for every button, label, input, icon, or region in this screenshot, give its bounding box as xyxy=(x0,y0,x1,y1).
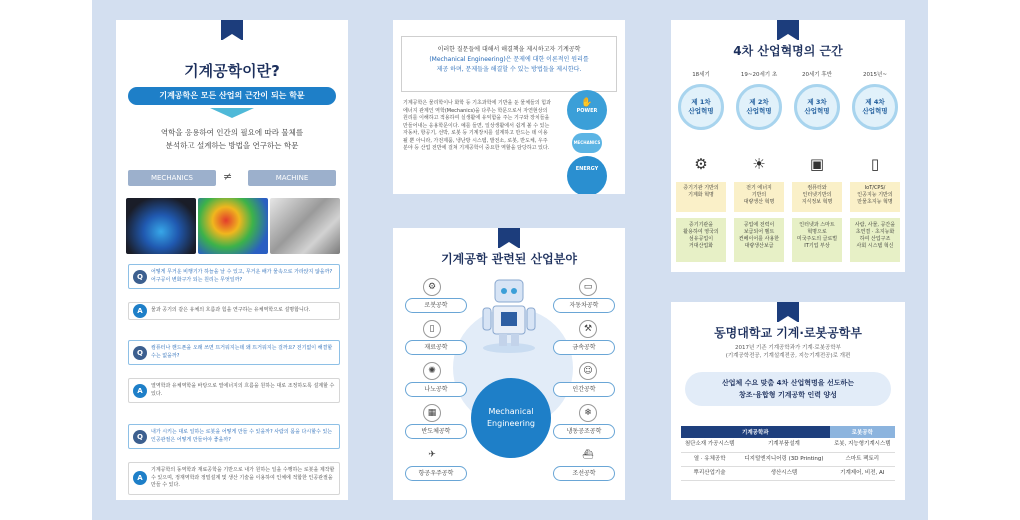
core-line: Mechanical xyxy=(488,407,534,416)
definition-text xyxy=(116,126,348,152)
rev-line: 제 2차 xyxy=(749,98,769,106)
table-cell: 첨단소재 가공시스템 xyxy=(681,438,738,452)
mechanics-orb: MECHANICS xyxy=(572,133,602,153)
table-row xyxy=(681,452,895,466)
answer-text: 열역학과 유체역학을 바탕으로 열에너지의 흐름을 원하는 대로 조정하도록 설계할 수 있다. xyxy=(151,383,335,397)
summary-line: 인공지능 기반의 xyxy=(857,192,893,198)
field-aerospace: 항공우주공학 xyxy=(405,466,467,481)
table-row xyxy=(681,466,895,480)
question-badge: Q xyxy=(133,270,147,284)
rev-line: 제 1차 xyxy=(691,98,711,106)
intro-line: 이러한 질문들에 대해서 해결책을 제시하고자 기계공학 xyxy=(437,46,581,53)
detail-line: 미국주도의 글로벌 xyxy=(796,236,838,242)
concept-orbs xyxy=(565,90,609,190)
answer-badge: A xyxy=(133,304,147,318)
table-cell: 뿌리산업기술 xyxy=(681,466,738,480)
rev-line: 제 4차 xyxy=(865,98,885,106)
subtitle-line: 2017년 기존 기계공학과가 기계·로봇공학부 xyxy=(735,345,841,351)
detail-line: 사회 시스템 혁신 xyxy=(856,243,894,249)
bookmark-ribbon-icon xyxy=(777,302,799,322)
field-metal: 금속공학 xyxy=(553,340,615,355)
computer-icon: ▣ xyxy=(809,155,825,173)
energy-label: ENERGY xyxy=(575,166,599,172)
gears-icon: ⚙ xyxy=(694,155,708,173)
definition-line: 분석하고 설계하는 방법을 연구하는 학문 xyxy=(165,141,299,150)
summary-line: 증기기관 기반의 xyxy=(683,185,719,191)
detail-line: 증기기관을 xyxy=(688,222,714,228)
summary-line: 지식정보 혁명 xyxy=(801,199,833,205)
summary-line: 만물초지능 혁명 xyxy=(857,199,893,205)
question-box xyxy=(128,340,340,365)
subtitle-line: (기계공학전공, 기계설계전공, 지능기계전공)로 개편 xyxy=(725,353,851,359)
era-label: 2015년~ xyxy=(863,72,887,78)
table-cell: 기계제어, 비전, AI xyxy=(830,466,895,480)
revolution-summary xyxy=(734,182,784,212)
airplane-icon: ✈ xyxy=(423,446,441,464)
revolution-badge xyxy=(794,84,840,130)
bookmark-ribbon-icon xyxy=(777,20,799,40)
revolution-summary xyxy=(792,182,842,212)
detail-line: 섬유공업이 xyxy=(688,236,714,242)
summary-line: 인터넷기반의 xyxy=(802,192,832,198)
nano-icon: ✺ xyxy=(423,362,441,380)
answer-box xyxy=(128,462,340,495)
revolution-summary xyxy=(850,182,900,212)
revolution-badge xyxy=(736,84,782,130)
bookmark-ribbon-icon xyxy=(221,20,243,40)
question-text: 컴퓨터나 핸드폰을 오래 쓰면 뜨거워지는데 왜 뜨거워지는 걸까요? 전기없이 해결할 수는 없을까? xyxy=(151,345,333,359)
detail-line: 보급되어 벨트 xyxy=(743,229,775,235)
detail-line: IT기업 부상 xyxy=(804,243,830,249)
table-row xyxy=(681,438,895,452)
table-cell: 기계부품설계 xyxy=(738,438,829,452)
robot-illustration xyxy=(479,274,539,354)
era-label: 18세기 xyxy=(692,72,710,78)
mission-highlight xyxy=(685,372,891,406)
field-semiconductor: 반도체공학 xyxy=(405,424,467,439)
field-materials: 재료공학 xyxy=(405,340,467,355)
mechanics-label: MECHANICS xyxy=(128,170,216,186)
table-cell: 열 · 유체공학 xyxy=(681,452,738,466)
stress-analysis-image xyxy=(198,198,268,254)
field-automotive: 자동차공학 xyxy=(553,298,615,313)
question-badge: Q xyxy=(133,346,147,360)
energy-orb xyxy=(567,156,607,194)
answer-box xyxy=(128,378,340,403)
summary-line: 기계화 혁명 xyxy=(688,192,714,198)
answer-text: 물과 공기의 같은 유체의 흐름과 힘을 연구하는 유체역학으로 설명합니다. xyxy=(151,307,311,313)
detail-line: 활용하여 영국의 xyxy=(683,229,719,235)
metal-icon: ⚒ xyxy=(579,320,597,338)
mech-eng-intro-panel xyxy=(393,20,625,194)
curriculum-table xyxy=(681,426,895,481)
rev-line: 산업혁명 xyxy=(688,107,714,115)
detail-line: 사람, 사물, 공간을 xyxy=(854,222,896,228)
field-refrigeration: 냉동공조공학 xyxy=(553,424,615,439)
panel-title: 4차 산업혁명의 근간 xyxy=(733,44,843,58)
answer-badge: A xyxy=(133,384,147,398)
panel-title: 기계공학이란? xyxy=(184,62,280,80)
revolution-detail xyxy=(850,218,900,262)
revolution-detail xyxy=(676,218,726,262)
era-label: 19~20세기 초 xyxy=(740,72,778,78)
rev-line: 산업혁명 xyxy=(862,107,888,115)
question-text: 내가 시키는 대로 일하는 로봇을 어떻게 만들 수 있을까? 사람의 몸을 다시할수 있는 인공관절은 어떻게 만들어야 좋을까? xyxy=(151,429,333,443)
question-box xyxy=(128,424,340,449)
ship-icon: ⛴ xyxy=(579,446,597,464)
human-icon: ☺ xyxy=(579,362,597,380)
rev-line: 제 3차 xyxy=(807,98,827,106)
detail-line: 초연결 · 초지능화 xyxy=(855,229,895,235)
revolution-summary xyxy=(676,182,726,212)
rev-line: 산업혁명 xyxy=(746,107,772,115)
core-line: Engineering xyxy=(487,419,535,428)
field-nano: 나노공학 xyxy=(405,382,467,397)
intro-body-text: 기계공학은 물리학이나 화학 등 기초과학에 기반을 둔 물체들의 힘과 에너지 관계인 역학(Mechanics)을 다루는 학문으로서 자연현상의 원리를 이해하고 적용하여 실생활에 유익함을 주는 기구와 장치들을 만들어내는 응용학문이다. 예를 들면, 일상생활에서 쉽게 볼 수 있는 자동차, 항공기, 선박, 로봇 등 기계장치를 설계하고 만드는 데 이용될 뿐 아니라, 가전제품, 냉난방 시스템, 발전소, 로봇, 반도체, 우주분야 등 산업 전반에 걸쳐 기계공학이 중요한 역할을 담당하고 있다. xyxy=(403,100,551,151)
fridge-icon: ❄ xyxy=(579,404,597,422)
summary-line: IoT/CPS/ xyxy=(864,185,886,191)
panel-title: 동명대학교 기계·로봇공학부 xyxy=(714,326,862,340)
question-box xyxy=(128,264,340,289)
answer-badge: A xyxy=(133,471,147,485)
mission-line: 창조·융합형 기계공학 인력 양성 xyxy=(739,391,837,399)
table-cell: 생산시스템 xyxy=(738,466,829,480)
industry-fields-panel xyxy=(393,228,625,500)
intro-line: (Mechanical Engineering)은 문제에 대한 이론적인 원리를 xyxy=(429,56,589,63)
car-icon: ▭ xyxy=(579,278,597,296)
rev-line: 산업혁명 xyxy=(804,107,830,115)
col-header-mech: 기계공학과 xyxy=(681,426,830,438)
definition-pill: 기계공학은 모든 산업의 근간이 되는 학문 xyxy=(128,87,336,105)
detail-line: 공업에 전력이 xyxy=(743,222,775,228)
handshake-icon: ✋ xyxy=(581,98,593,108)
phone-network-icon: ▯ xyxy=(870,155,880,173)
summary-line: 컴퓨터와 xyxy=(807,185,827,191)
power-label: POWER xyxy=(576,108,598,114)
not-equal-sign: ≠ xyxy=(223,170,233,183)
lightbulb-icon: ☀ xyxy=(752,155,766,173)
industrial-revolution-panel xyxy=(671,20,905,272)
col-header-robot: 로봇공학 xyxy=(830,426,895,438)
dongmyung-university-panel xyxy=(671,302,905,500)
down-arrow-icon xyxy=(210,108,254,118)
detail-line: 거대산업화 xyxy=(688,243,714,249)
revolution-badge xyxy=(678,84,724,130)
era-label: 20세기 후반 xyxy=(802,72,832,78)
revolution-badge xyxy=(852,84,898,130)
field-robotics: 로봇공학 xyxy=(405,298,467,313)
panel-title: 기계공학 관련된 산업분야 xyxy=(441,252,577,266)
intro-box xyxy=(401,36,617,92)
what-is-mech-eng-panel xyxy=(116,20,348,500)
table-header-row xyxy=(681,426,895,438)
detail-line: 인터넷과 스마트 xyxy=(799,222,835,228)
bookmark-ribbon-icon xyxy=(498,228,520,248)
phone-icon: ▯ xyxy=(423,320,441,338)
summary-line: 전기 에너지 xyxy=(746,185,772,191)
table-cell: 디지털엔지니어링 (3D Printing) xyxy=(738,452,829,466)
revolution-detail xyxy=(792,218,842,262)
summary-line: 기반의 xyxy=(751,192,767,198)
detail-line: 대량생산보급 xyxy=(744,243,774,249)
question-badge: Q xyxy=(133,430,147,444)
robot-arm-icon: ⚙ xyxy=(423,278,441,296)
definition-line: 역학을 응용하여 인간의 필요에 따라 물체를 xyxy=(160,128,304,137)
machine-label: MACHINE xyxy=(248,170,336,186)
answer-text: 기계공학의 동역학과 재료공학을 기반으로 내가 원하는 일을 수행하는 로봇을 제작할 수 있으며, 정재역학과 정밀설계 및 생산 기술을 이용하여 인체에 적합한 인공관절을 만들 수 있다. xyxy=(151,467,335,488)
table-cell: 스마트 팩토리 xyxy=(830,452,895,466)
detail-line: 컨베이어를 사용한 xyxy=(738,236,780,242)
answer-box xyxy=(128,302,340,320)
mission-line: 산업체 수요 맞춤 4차 산업혁명을 선도하는 xyxy=(721,379,854,387)
detail-line: 하여 산업구조 xyxy=(859,236,891,242)
summary-line: 대량생산 혁명 xyxy=(743,199,775,205)
question-text: 어떻게 무거운 비행기가 하늘을 날 수 있고, 무거운 배가 물속으로 가라앉지 않을까? 어구공이 변화구가 되는 원리는 무엇일까? xyxy=(151,269,333,283)
chip-icon: ▦ xyxy=(423,404,441,422)
department-subtitle xyxy=(671,344,905,360)
table-cell: 로봇, 지능형기계시스템 xyxy=(830,438,895,452)
revolution-detail xyxy=(734,218,784,262)
power-orb xyxy=(567,90,607,130)
detail-line: 혁명으로 xyxy=(807,229,827,235)
cfd-simulation-image xyxy=(126,198,196,254)
intro-line: 제공 하며, 문제들을 해결할 수 있는 방법들을 제시한다. xyxy=(436,66,582,73)
field-shipbuilding: 조선공학 xyxy=(553,466,615,481)
mechanical-engineering-core xyxy=(471,378,551,458)
machine-model-image xyxy=(270,198,340,254)
field-ergonomics: 인간공학 xyxy=(553,382,615,397)
